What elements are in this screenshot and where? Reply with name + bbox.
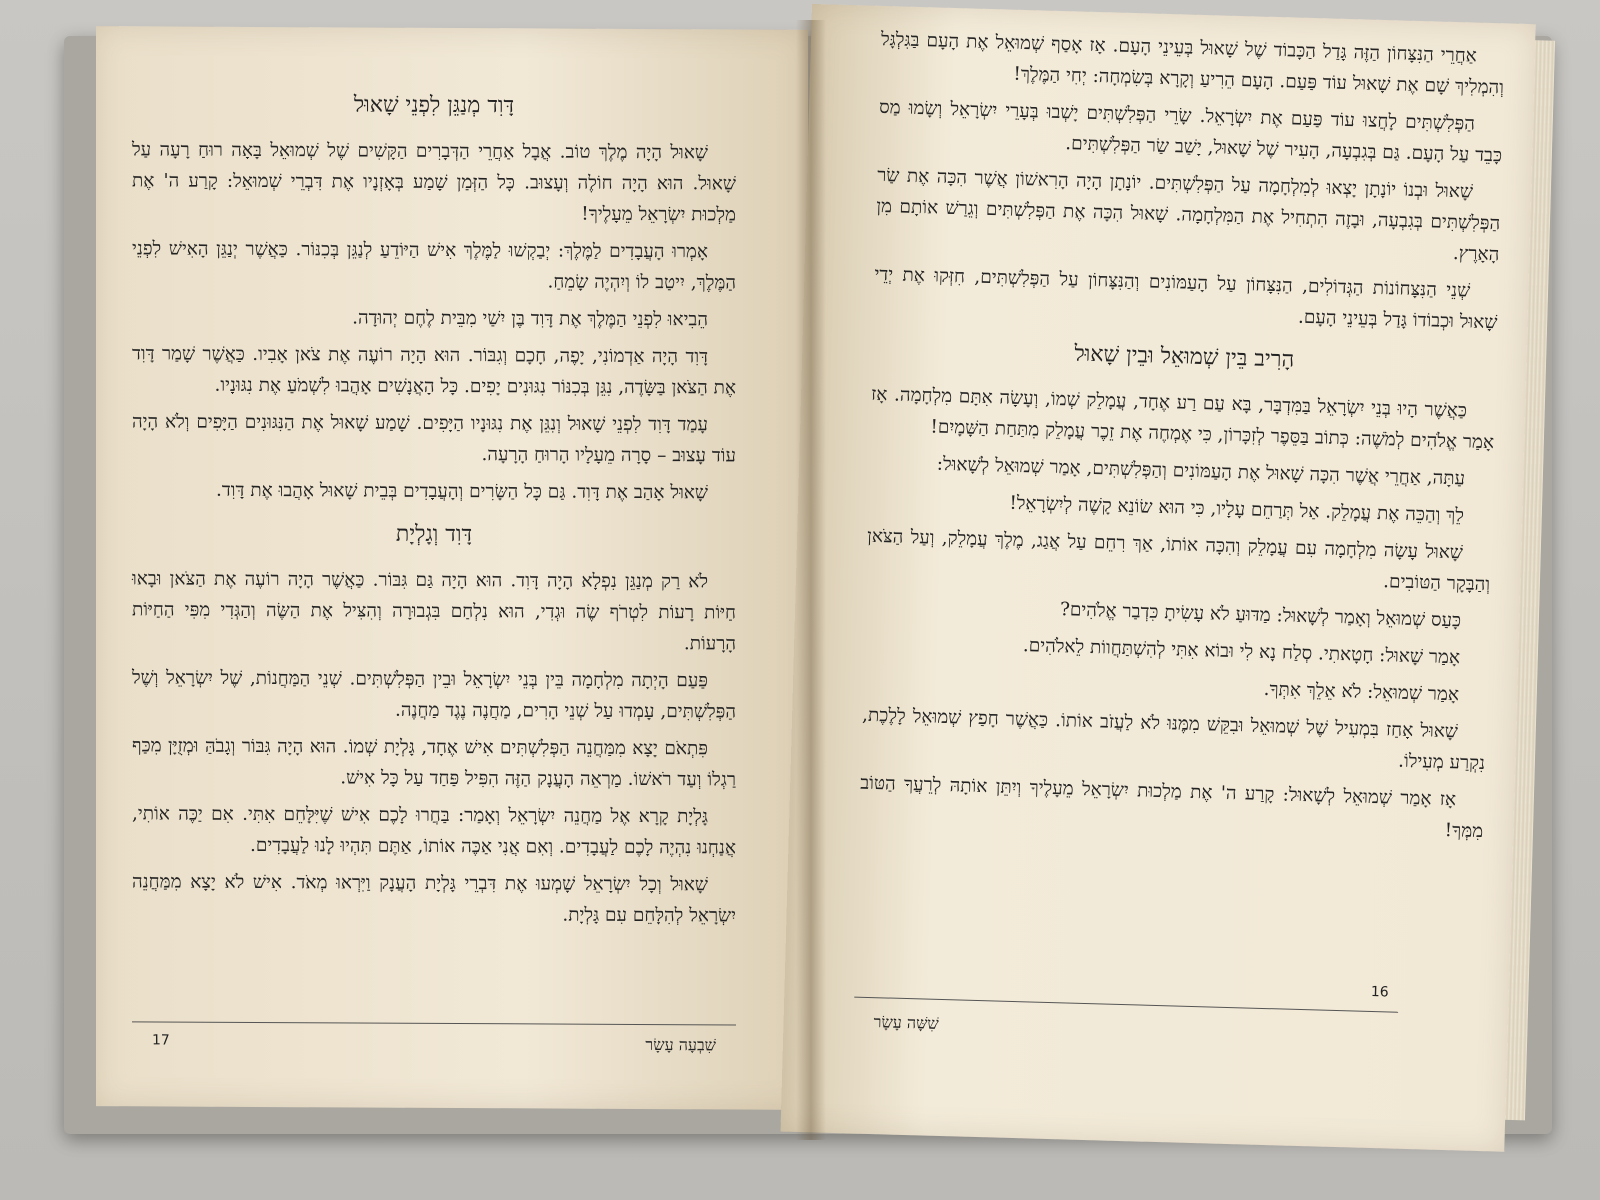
paragraph: עַתָּה, אַחֲרֵי אֲשֶׁר הִכָּה שָׁאוּל אֶת הָעַמּוֹנִים וְהַפְּלִשְׁתִּים, אָמַר שְׁמוּאֵל לְשָׁאוּל: — [936, 453, 1466, 490]
paragraph: אָז אָמַר שְׁמוּאֵל לְשָׁאוּל: קָרַע ה' אֶת מַלְכוּת יִשְׂרָאֵל מֵעָלֶיךָ וְיִתֵּן אוֹתָהּ לְרֵעֲךָ הַטּוֹב מִמְּךָ! — [859, 772, 1484, 843]
section-heading: דָּוִד מְנַגֵּן לִפְנֵי שָׁאוּל — [353, 92, 515, 119]
page-number: 16 — [1370, 983, 1389, 1001]
paragraph: לֹא רַק מְנַגֵּן נִפְלָא הָיָה דָּוִד. הוּא הָיָה גַּם גִּבּוֹר. כַּאֲשֶׁר הָיָה רוֹעֶה אֶת הַצֹּאן וּבָאוּ חַיּוֹת רָעוֹת לִטְרֹף שֶׂה וּגְדִי, הוּא נִלְחַם בִּגְבוּרָה וְהִצִּיל אֶת הַשֶּׂה וְהַגְּדִי מִפִּי הַחַיּוֹת הָרָעוֹת. — [132, 568, 736, 655]
paragraph: הַפְּלִשְׁתִּים לָחֲצוּ עוֹד פַּעַם אֶת יִשְׂרָאֵל. שָׂרֵי הַפְּלִשְׁתִּים יָשְׁבוּ בְּעָרֵי יִשְׂרָאֵל וְשָׂמוּ מַס כָּבֵד עַל הָעָם. גַּם בְּגִבְעָה, הָעִיר שֶׁל שָׁאוּל, יָשַׁב שַׂר הַפְּלִשְׁתִּים. — [878, 96, 1503, 167]
left-page — [96, 26, 808, 1110]
section-heading: דָּוִד וְגָלְיָת — [395, 521, 473, 548]
paragraph: שָׁאוּל הָיָה מֶלֶךְ טוֹב. אֲבָל אַחֲרֵי הַדְּבָרִים הַקָּשִׁים שֶׁל שְׁמוּאֵל בָּאָה רוּחַ רָעָה עַל שָׁאוּל. הוּא הָיָה חוֹלֶה וְעָצוּב. כָּל הַזְּמַן שָׁמַע בְּאָזְנָיו אֶת דִּבְרֵי שְׁמוּאֵל: קָרַע ה' אֶת מַלְכוּת יִשְׂרָאֵל מֵעָלֶיךָ! — [132, 139, 736, 226]
paragraph: לֵךְ וְהַכֵּה אֶת עֲמָלֵק. אַל תְּרַחֵם עָלָיו, כִּי הוּא שׂוֹנֵא קָשֶׁה לְיִשְׂרָאֵל! — [1009, 492, 1465, 527]
page-number: 17 — [152, 1032, 170, 1049]
paragraph: אָמַר שָׁאוּל: חָטָאתִי. סְלַח נָא לִי וּבוֹא אִתִּי לְהִשְׁתַּחֲווֹת לֵאלֹהִים. — [1022, 635, 1461, 669]
book-gutter — [796, 20, 826, 1140]
right-page-content — [859, 24, 1505, 853]
paragraph: אַחֲרֵי הַנִּצָּחוֹן הַזֶּה גָּדַל הַכָּבוֹד שֶׁל שָׁאוּל בְּעֵינֵי הָעָם. אָז אָסַף שְׁמוּאֵל אֶת הָעָם בַּגִּלְגָּל וְהִמְלִיךְ שָׁם אֶת שָׁאוּל עוֹד פַּעַם. הָעָם הֵרִיעַ וְקָרָא בְּשִׂמְחָה: יְחִי הַמֶּלֶךְ! — [880, 28, 1505, 99]
page-number-words: שִׁשָּׁה עָשָׂר — [873, 1012, 940, 1033]
paragraph: פַּעַם הָיְתָה מִלְחָמָה בֵּין בְּנֵי יִשְׂרָאֵל וּבֵין הַפְּלִשְׁתִּים. שְׁנֵי הַמַּחֲנוֹת, שֶׁל יִשְׂרָאֵל וְשֶׁל הַפְּלִשְׁתִּים, עָמְדוּ עַל שְׁנֵי הָרִים, מַחֲנֶה נֶגֶד מַחֲנֶה. — [132, 667, 736, 723]
paragraph: כַּאֲשֶׁר הָיוּ בְּנֵי יִשְׂרָאֵל בַּמִּדְבָּר, בָּא עַם רַע אֶחָד, עֲמָלֵק שְׁמוֹ, וְעָשָׂה אִתָּם מִלְחָמָה. אָז אָמַר אֱלֹהִים לְמֹשֶׁה: כְּתוֹב בַּסֵּפֶר לְזִכָּרוֹן, כִּי אֶמְחֶה אֶת זֵכֶר עֲמָלֵק מִתַּחַת הַשָּׁמָיִם! — [870, 383, 1495, 454]
paragraph: שָׁאוּל וּבְנוֹ יוֹנָתָן יָצְאוּ לְמִלְחָמָה עַל הַפְּלִשְׁתִּים. יוֹנָתָן הָיָה הָרִאשׁוֹן אֲשֶׁר הִכָּה אֶת שַׂר הַפְּלִשְׁתִּים בְּגִבְעָה, וּבָזֶה הִתְחִיל אֶת הַמִּלְחָמָה. שָׁאוּל הִכָּה אֶת הַפְּלִשְׁתִּים וְגֵרַשׁ אוֹתָם מִן הָאָרֶץ. — [876, 164, 1501, 266]
page-footer — [132, 1021, 736, 1065]
paragraph: אָמְרוּ הָעֲבָדִים לַמֶּלֶךְ: יְבַקְשׁוּ לַמֶּלֶךְ אִישׁ הַיּוֹדֵעַ לְנַגֵּן בְּכִנּוֹר. כַּאֲשֶׁר יְנַגֵּן הָאִישׁ לִפְנֵי הַמֶּלֶךְ, יִיטַב לוֹ וְיִהְיֶה שָׂמֵחַ. — [132, 238, 736, 294]
paragraph: גָּלְיָת קָרָא אֶל מַחֲנֵה יִשְׂרָאֵל וְאָמַר: בַּחֲרוּ לָכֶם אִישׁ שֶׁיִּלָּחֵם אִתִּי. אִם יַכֶּה אוֹתִי, אֲנַחְנוּ נִהְיֶה לָכֶם לַעֲבָדִים. וְאִם אֲנִי אַכֶּה אוֹתוֹ, אַתֶּם תִּהְיוּ לָנוּ לַעֲבָדִים. — [132, 803, 736, 859]
paragraph: פִּתְאֹם יָצָא מִמַּחֲנֵה הַפְּלִשְׁתִּים אִישׁ אֶחָד, גָּלְיָת שְׁמוֹ. הוּא הָיָה גִּבּוֹר וְגָבֹהַּ וּמְזֻיָּן מִכַּף רַגְלוֹ וְעַד רֹאשׁוֹ. מַרְאֵה הָעֲנָק הַזֶּה הִפִּיל פַּחַד עַל כָּל אִישׁ. — [132, 735, 736, 791]
section-heading: הָרִיב בֵּין שְׁמוּאֵל וּבֵין שָׁאוּל — [1074, 341, 1295, 373]
paragraph: שָׁאוּל עָשָׂה מִלְחָמָה עִם עֲמָלֵק וְהִכָּה אוֹתוֹ, אַךְ רִחֵם עַל אֲגַג, מֶלֶךְ עֲמָלֵק, וְעַל הַצֹּאן וְהַבָּקָר הַטּוֹבִים. — [866, 525, 1491, 596]
page-footer — [853, 983, 1398, 1053]
paragraph: שָׁאוּל אָחַז בִּמְעִיל שֶׁל שְׁמוּאֵל וּבִקֵּשׁ מִמֶּנּוּ לֹא לַעֲזֹב אוֹתוֹ. כַּאֲשֶׁר חָפַץ שְׁמוּאֵל לָלֶכֶת, נִקְרַע מְעִילוֹ. — [861, 704, 1486, 775]
paragraph: עָמַד דָּוִד לִפְנֵי שָׁאוּל וְנִגֵּן אֶת נִגּוּנָיו הַיָּפִים. שָׁמַע שָׁאוּל אֶת הַנִּגּוּנִים הַיָּפִים וְלֹא הָיָה עוֹד עָצוּב – סָרָה מֵעָלָיו הָרוּחַ הָרָעָה. — [132, 411, 736, 467]
paragraph: הֵבִיאוּ לִפְנֵי הַמֶּלֶךְ אֶת דָּוִד בֶּן יִשַׁי מִבֵּית לֶחֶם יְהוּדָה. — [352, 307, 708, 331]
left-page-content — [132, 76, 736, 937]
paragraph: שְׁנֵי הַנִּצָּחוֹנוֹת הַגְּדוֹלִים, הַנִּצָּחוֹן עַל הָעַמּוֹנִים וְהַנִּצָּחוֹן עַל הַפְּלִשְׁתִּים, חִזְּקוּ אֶת יְדֵי שָׁאוּל וּכְבוֹדוֹ גָּדַל בְּעֵינֵי הָעָם. — [874, 263, 1498, 334]
paragraph: שָׁאוּל וְכָל יִשְׂרָאֵל שָׁמְעוּ אֶת דִּבְרֵי גָּלְיָת הָעֲנָק וַיִּרְאוּ מְאֹד. אִישׁ לֹא יָצָא מִמַּחֲנֵה יִשְׂרָאֵל לְהִלָּחֵם עִם גָּלְיָת. — [132, 871, 736, 927]
page-number-words: שִׁבְעָה עָשָׂר — [645, 1035, 716, 1055]
paragraph: שָׁאוּל אָהַב אֶת דָּוִד. גַּם כָּל הַשָּׂרִים וְהָעֲבָדִים בְּבֵית שָׁאוּל אָהֲבוּ אֶת דָּוִד. — [216, 479, 708, 504]
right-page — [781, 4, 1536, 1152]
paragraph: אָמַר שְׁמוּאֵל: לֹא אֵלֵךְ אִתְּךָ. — [1263, 678, 1460, 706]
paragraph: דָּוִד הָיָה אַדְמוֹנִי, יָפֶה, חָכָם וְגִבּוֹר. הוּא הָיָה רוֹעֶה אֶת צֹאן אָבִיו. כַּאֲשֶׁר שָׁמַר דָּוִד אֶת הַצֹּאן בַּשָּׂדֶה, נִגֵּן בְּכִנּוֹר נִגּוּנִים יָפִים. כָּל הָאֲנָשִׁים אָהֲבוּ לִשְׁמֹעַ אֶת נִגּוּנָיו. — [132, 343, 736, 399]
paragraph: כָּעַס שְׁמוּאֵל וְאָמַר לְשָׁאוּל: מַדּוּעַ לֹא עָשִׂיתָ כִּדְבַר אֱלֹהִים? — [1059, 599, 1462, 632]
